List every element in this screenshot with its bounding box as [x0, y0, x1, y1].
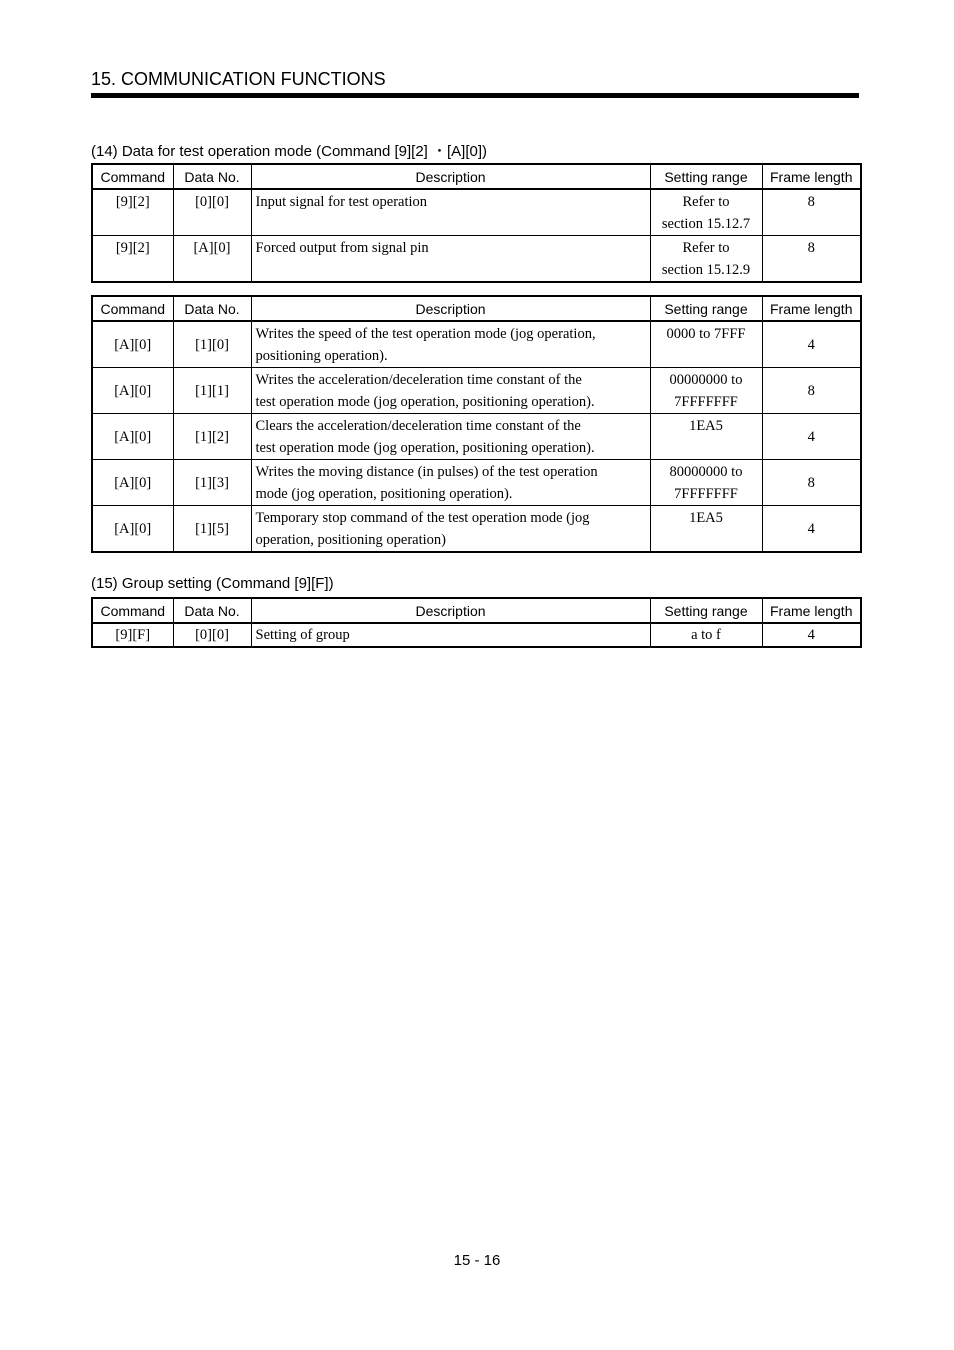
command-cell: [A][0]	[92, 321, 173, 368]
desc-line: operation, positioning operation)	[255, 532, 446, 548]
section-14-title: (14) Data for test operation mode (Command [9][2] ・[A][0])	[91, 143, 488, 160]
frame-length-cell: 4	[762, 414, 861, 460]
description-cell	[251, 368, 650, 414]
setting-range-cell	[650, 236, 762, 283]
table-header-row	[92, 164, 861, 189]
table-header-row	[92, 598, 861, 623]
description-cell	[251, 321, 650, 368]
range-line: Refer to	[682, 240, 730, 256]
data-no-cell: [1][1]	[173, 368, 251, 414]
col-description: Description	[251, 296, 650, 321]
col-frame-length: Frame length	[762, 296, 861, 321]
data-no-cell: [0][0]	[173, 623, 251, 647]
frame-length-cell: 8	[762, 189, 861, 236]
header-rule	[91, 93, 859, 98]
section-15-title: (15) Group setting (Command [9][F])	[91, 575, 334, 592]
col-data-no: Data No.	[173, 296, 251, 321]
desc-line: test operation mode (jog operation, positioning operation).	[255, 394, 595, 410]
table-row	[92, 460, 861, 506]
range-line: 00000000 to	[669, 372, 743, 388]
frame-length-cell: 4	[762, 623, 861, 647]
col-frame-length: Frame length	[762, 598, 861, 623]
desc-line: mode (jog operation, positioning operation).	[255, 486, 513, 502]
range-line: 0000 to 7FFF	[666, 326, 746, 342]
test-mode-table-2	[91, 295, 862, 553]
col-description: Description	[251, 164, 650, 189]
command-cell: [A][0]	[92, 368, 173, 414]
command-cell: [9][F]	[92, 623, 173, 647]
col-setting-range: Setting range	[650, 296, 762, 321]
table-row	[92, 236, 861, 283]
data-no-cell: [1][2]	[173, 414, 251, 460]
desc-line: Writes the speed of the test operation mode (jog operation,	[255, 326, 596, 342]
description-cell	[251, 414, 650, 460]
frame-length-cell: 8	[762, 368, 861, 414]
description-cell: Input signal for test operation	[251, 189, 650, 236]
desc-line: Writes the moving distance (in pulses) of the test operation	[255, 464, 598, 480]
description-cell	[251, 506, 650, 553]
table-row	[92, 189, 861, 236]
range-line: section 15.12.9	[661, 262, 751, 278]
setting-range-cell: a to f	[650, 623, 762, 647]
desc-line: test operation mode (jog operation, positioning operation).	[255, 440, 595, 456]
range-line: 7FFFFFFF	[674, 394, 738, 410]
setting-range-cell	[650, 414, 762, 460]
col-setting-range: Setting range	[650, 164, 762, 189]
table-row	[92, 623, 861, 647]
setting-range-cell	[650, 460, 762, 506]
data-no-cell: [1][3]	[173, 460, 251, 506]
command-cell: [A][0]	[92, 414, 173, 460]
table-row	[92, 321, 861, 368]
description-cell: Forced output from signal pin	[251, 236, 650, 283]
col-command: Command	[92, 296, 173, 321]
col-command: Command	[92, 164, 173, 189]
table-row	[92, 368, 861, 414]
command-cell: [A][0]	[92, 506, 173, 553]
desc-line: Writes the acceleration/deceleration time constant of the	[255, 372, 582, 388]
frame-length-cell: 8	[762, 460, 861, 506]
command-cell: [9][2]	[92, 236, 173, 283]
col-data-no: Data No.	[173, 598, 251, 623]
col-setting-range: Setting range	[650, 598, 762, 623]
description-cell	[251, 460, 650, 506]
setting-range-cell	[650, 321, 762, 368]
page-header-title: 15. COMMUNICATION FUNCTIONS	[91, 69, 386, 89]
table-row	[92, 414, 861, 460]
data-no-cell: [1][5]	[173, 506, 251, 553]
command-cell: [A][0]	[92, 460, 173, 506]
desc-line: positioning operation).	[255, 348, 388, 364]
col-data-no: Data No.	[173, 164, 251, 189]
data-no-cell: [0][0]	[173, 189, 251, 236]
setting-range-cell	[650, 189, 762, 236]
description-cell: Setting of group	[251, 623, 650, 647]
col-frame-length: Frame length	[762, 164, 861, 189]
frame-length-cell: 4	[762, 321, 861, 368]
desc-line: Clears the acceleration/deceleration time constant of the	[255, 418, 581, 434]
table-header-row	[92, 296, 861, 321]
col-description: Description	[251, 598, 650, 623]
range-line: 7FFFFFFF	[674, 486, 738, 502]
frame-length-cell: 4	[762, 506, 861, 553]
data-no-cell: [A][0]	[173, 236, 251, 283]
range-line: 1EA5	[689, 418, 723, 434]
data-no-cell: [1][0]	[173, 321, 251, 368]
page-number: 15 - 16	[453, 1252, 501, 1269]
range-line: Refer to	[682, 194, 730, 210]
desc-line: Temporary stop command of the test operation mode (jog	[255, 510, 590, 526]
col-command: Command	[92, 598, 173, 623]
range-line: 1EA5	[689, 510, 723, 526]
command-cell: [9][2]	[92, 189, 173, 236]
test-mode-table-1	[91, 163, 862, 283]
setting-range-cell	[650, 368, 762, 414]
range-line: 80000000 to	[669, 464, 743, 480]
table-row	[92, 506, 861, 553]
range-line: section 15.12.7	[661, 216, 751, 232]
frame-length-cell: 8	[762, 236, 861, 283]
setting-range-cell	[650, 506, 762, 553]
group-setting-table	[91, 597, 862, 648]
